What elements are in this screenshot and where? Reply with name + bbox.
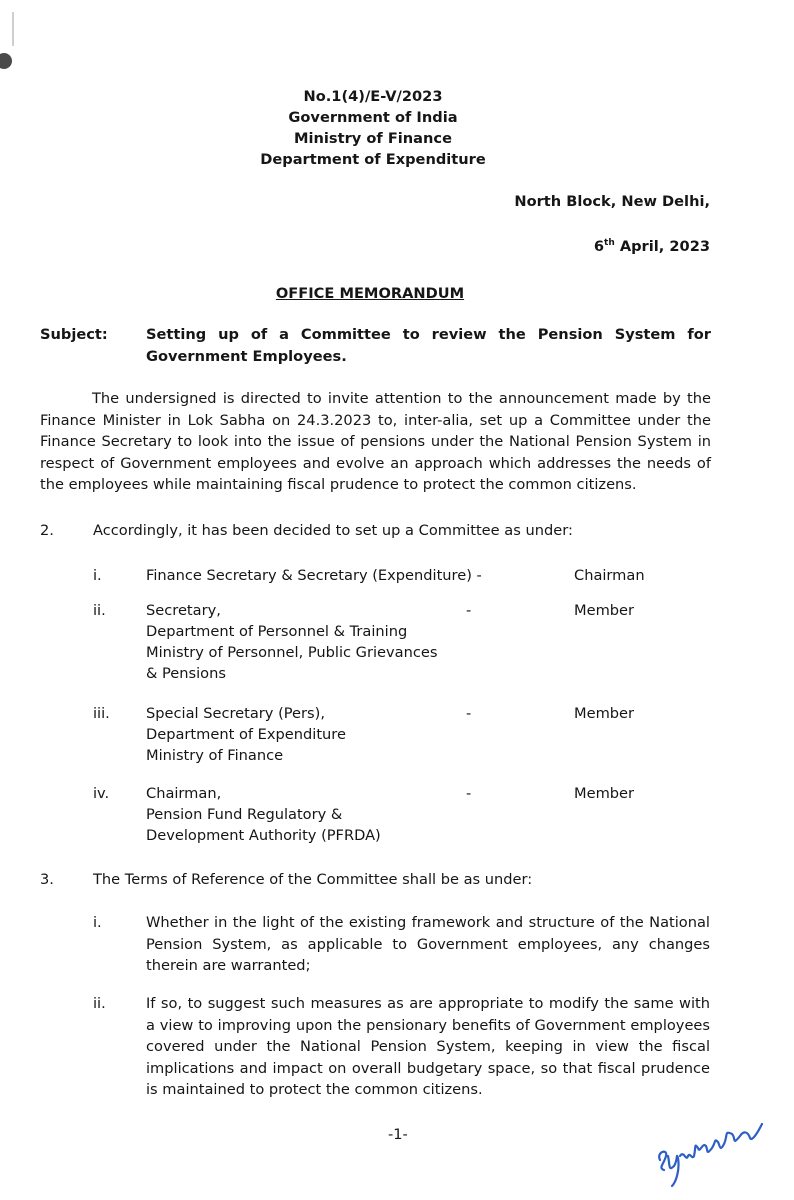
committee-item-line: Ministry of Finance xyxy=(146,747,284,764)
committee-item-line: Development Authority (PFRDA) xyxy=(146,827,381,844)
committee-item-role: Member xyxy=(574,785,635,802)
committee-item-number: i. xyxy=(93,567,102,584)
committee-item-line: Pension Fund Regulatory & xyxy=(146,806,343,823)
committee-item-dash: - xyxy=(466,785,472,802)
term-2-number: ii. xyxy=(93,995,106,1012)
committee-item-line: Special Secretary (Pers), xyxy=(146,705,325,722)
date-rest: April, 2023 xyxy=(614,238,710,255)
place-line: North Block, New Delhi, xyxy=(514,193,710,210)
subject-label: Subject: xyxy=(40,326,108,343)
paragraph-3-number: 3. xyxy=(40,871,54,888)
paragraph-2-text: Accordingly, it has been decided to set up a Committee as under: xyxy=(93,522,573,539)
term-1-text: Whether in the light of the existing framework and structure of the National Pension System, as applicable to Government employees, any changes therein are warranted; xyxy=(146,914,710,974)
paragraph-2-number: 2. xyxy=(40,522,54,539)
committee-item-line: Secretary, xyxy=(146,602,221,619)
page-edge-mark xyxy=(12,12,14,46)
committee-item-line: Finance Secretary & Secretary (Expenditure) - xyxy=(146,567,482,584)
punch-hole xyxy=(0,53,12,69)
term-1-number: i. xyxy=(93,914,102,931)
date-suffix: th xyxy=(604,238,615,249)
paragraph-3-text: The Terms of Reference of the Committee shall be as under: xyxy=(93,871,533,888)
reference-number: No.1(4)/E-V/2023 xyxy=(303,88,443,105)
date-day: 6 xyxy=(593,238,605,255)
term-2-text: If so, to suggest such measures as are appropriate to modify the same with a view to improving upon the pensionary benefits of Government employees covered under the National Pension System, keeping in view the fiscal implications and impact on overall budgetary space, so that fiscal prudence is maintained to protect the common citizens. xyxy=(146,995,710,1098)
committee-item-dash: - xyxy=(466,602,472,619)
committee-item-dash: - xyxy=(466,705,472,722)
committee-item-role: Member xyxy=(574,705,635,722)
paragraph-1: The undersigned is directed to invite attention to the announcement made by the Finance Minister in Lok Sabha on 24.3.2023 to, inter-alia, set up a Committee under the Finance Secretary to look into the issue of pensions under the National Pension System in respect of Government employees and evolve an approach which addresses the needs of the employees while maintaining fiscal prudence to protect the common citizens. xyxy=(40,390,711,493)
committee-item-line: Department of Expenditure xyxy=(146,726,346,743)
committee-item-number: iii. xyxy=(93,705,110,722)
date-line xyxy=(594,238,710,255)
committee-item-number: ii. xyxy=(93,602,106,619)
page-number: -1- xyxy=(388,1126,408,1143)
committee-item-line: Chairman, xyxy=(146,785,222,802)
committee-item-role: Member xyxy=(574,602,635,619)
committee-item-line: Ministry of Personnel, Public Grievances xyxy=(146,644,438,661)
committee-item-role: Chairman xyxy=(574,567,645,584)
handwritten-signature xyxy=(654,1112,774,1192)
committee-item-line: & Pensions xyxy=(146,665,226,682)
subject-text: Setting up of a Committee to review the Pension System for Government Employees. xyxy=(146,326,711,365)
government-name: Government of India xyxy=(288,109,458,126)
ministry-name: Ministry of Finance xyxy=(294,130,452,147)
committee-item-number: iv. xyxy=(93,785,110,802)
department-name: Department of Expenditure xyxy=(260,151,486,168)
memo-title: OFFICE MEMORANDUM xyxy=(275,285,465,302)
committee-item-line: Department of Personnel & Training xyxy=(146,623,408,640)
